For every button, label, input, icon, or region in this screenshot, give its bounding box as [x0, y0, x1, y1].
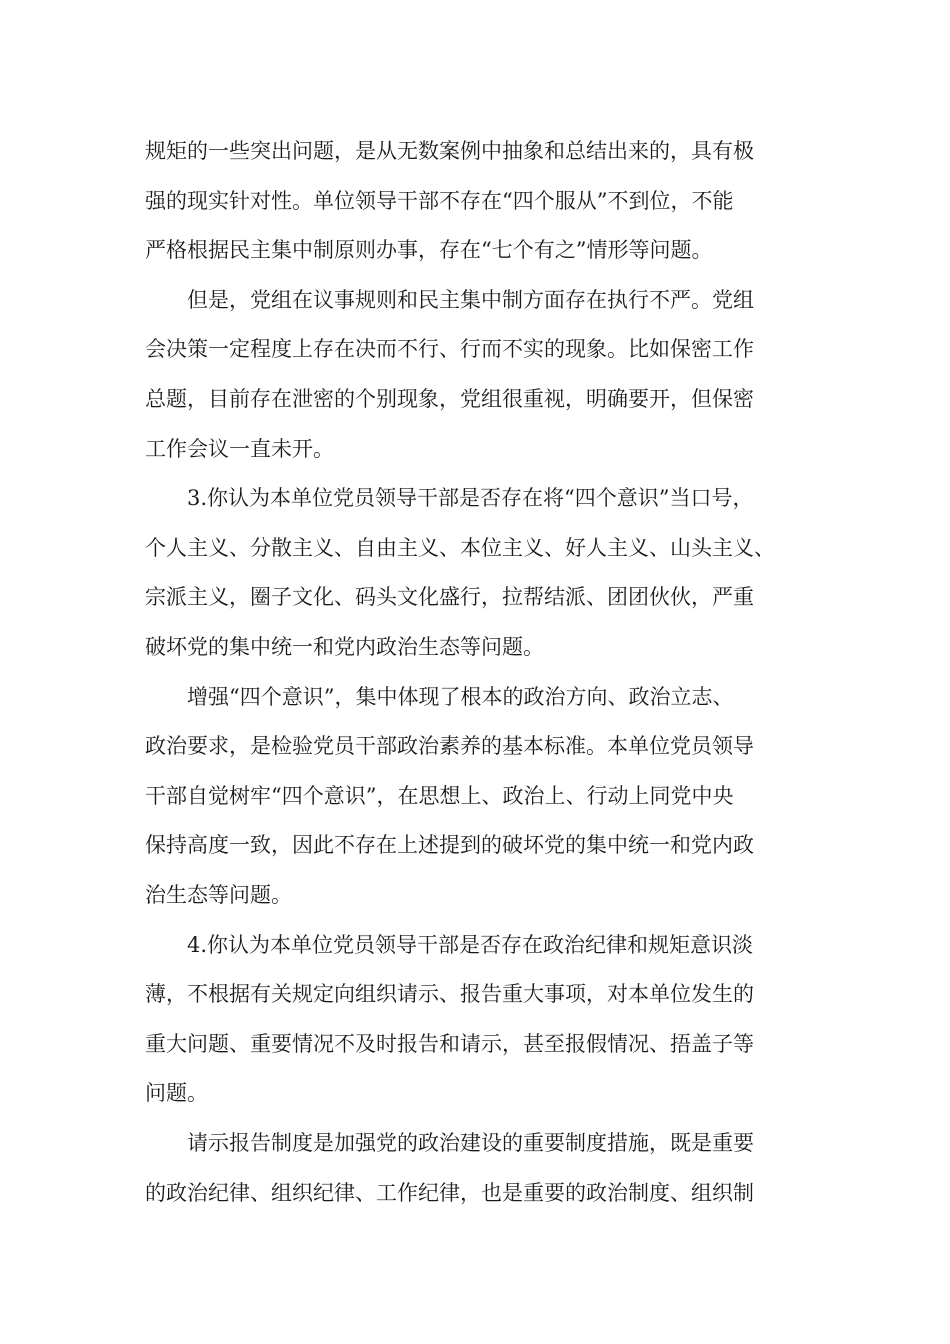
text-line: 政治要求，是检验党员干部政治素养的基本标准。本单位党员领导 — [145, 734, 754, 759]
text-line: 治生态等问题。 — [145, 883, 292, 907]
text-line: 规矩的一些突出问题，是从无数案例中抽象和总结出来的，具有极 — [145, 139, 754, 163]
text-line: 请示报告制度是加强党的政治建设的重要制度措施，既是重要 — [187, 1131, 754, 1155]
text-line: 但是，党组在议事规则和民主集中制方面存在执行不严。党组 — [187, 287, 754, 312]
text-line: 破坏党的集中统一和党内政治生态等问题。 — [145, 635, 544, 659]
text-line: 干部自觉树牢“四个意识”，在思想上、政治上、行动上同党中央 — [145, 783, 734, 808]
text-line: 个人主义、分散主义、自由主义、本位主义、好人主义、山头主义、 — [145, 535, 775, 560]
text-line: 会决策一定程度上存在决而不行、行而不实的现象。比如保密工作 — [145, 337, 754, 362]
text-line: 3.你认为本单位党员领导干部是否存在将“四个意识”当口号， — [187, 486, 754, 511]
text-line: 严格根据民主集中制原则办事，存在“七个有之”情形等问题。 — [145, 238, 713, 263]
text-line: 总题，目前存在泄密的个别现象，党组很重视，明确要开，但保密 — [145, 387, 754, 411]
text-line: 工作会议一直未开。 — [145, 436, 334, 461]
text-line: 强的现实针对性。单位领导干部不存在“四个服从”不到位，不能 — [145, 188, 734, 213]
text-line: 重大问题、重要情况不及时报告和请示，甚至报假情况、捂盖子等 — [145, 1031, 754, 1056]
text-line: 的政治纪律、组织纪律、工作纪律，也是重要的政治制度、组织制 — [145, 1180, 754, 1205]
text-line: 问题。 — [145, 1081, 208, 1106]
text-line: 4.你认为本单位党员领导干部是否存在政治纪律和规矩意识淡 — [187, 932, 754, 957]
text-line: 增强“四个意识”，集中体现了根本的政治方向、政治立志、 — [187, 684, 734, 709]
text-line: 宗派主义，圈子文化、码头文化盛行，拉帮结派、团团伙伙，严重 — [145, 585, 754, 610]
text-line: 薄，不根据有关规定向组织请示、报告重大事项，对本单位发生的 — [145, 982, 754, 1007]
text-line: 保持高度一致，因此不存在上述提到的破坏党的集中统一和党内政 — [145, 833, 754, 858]
